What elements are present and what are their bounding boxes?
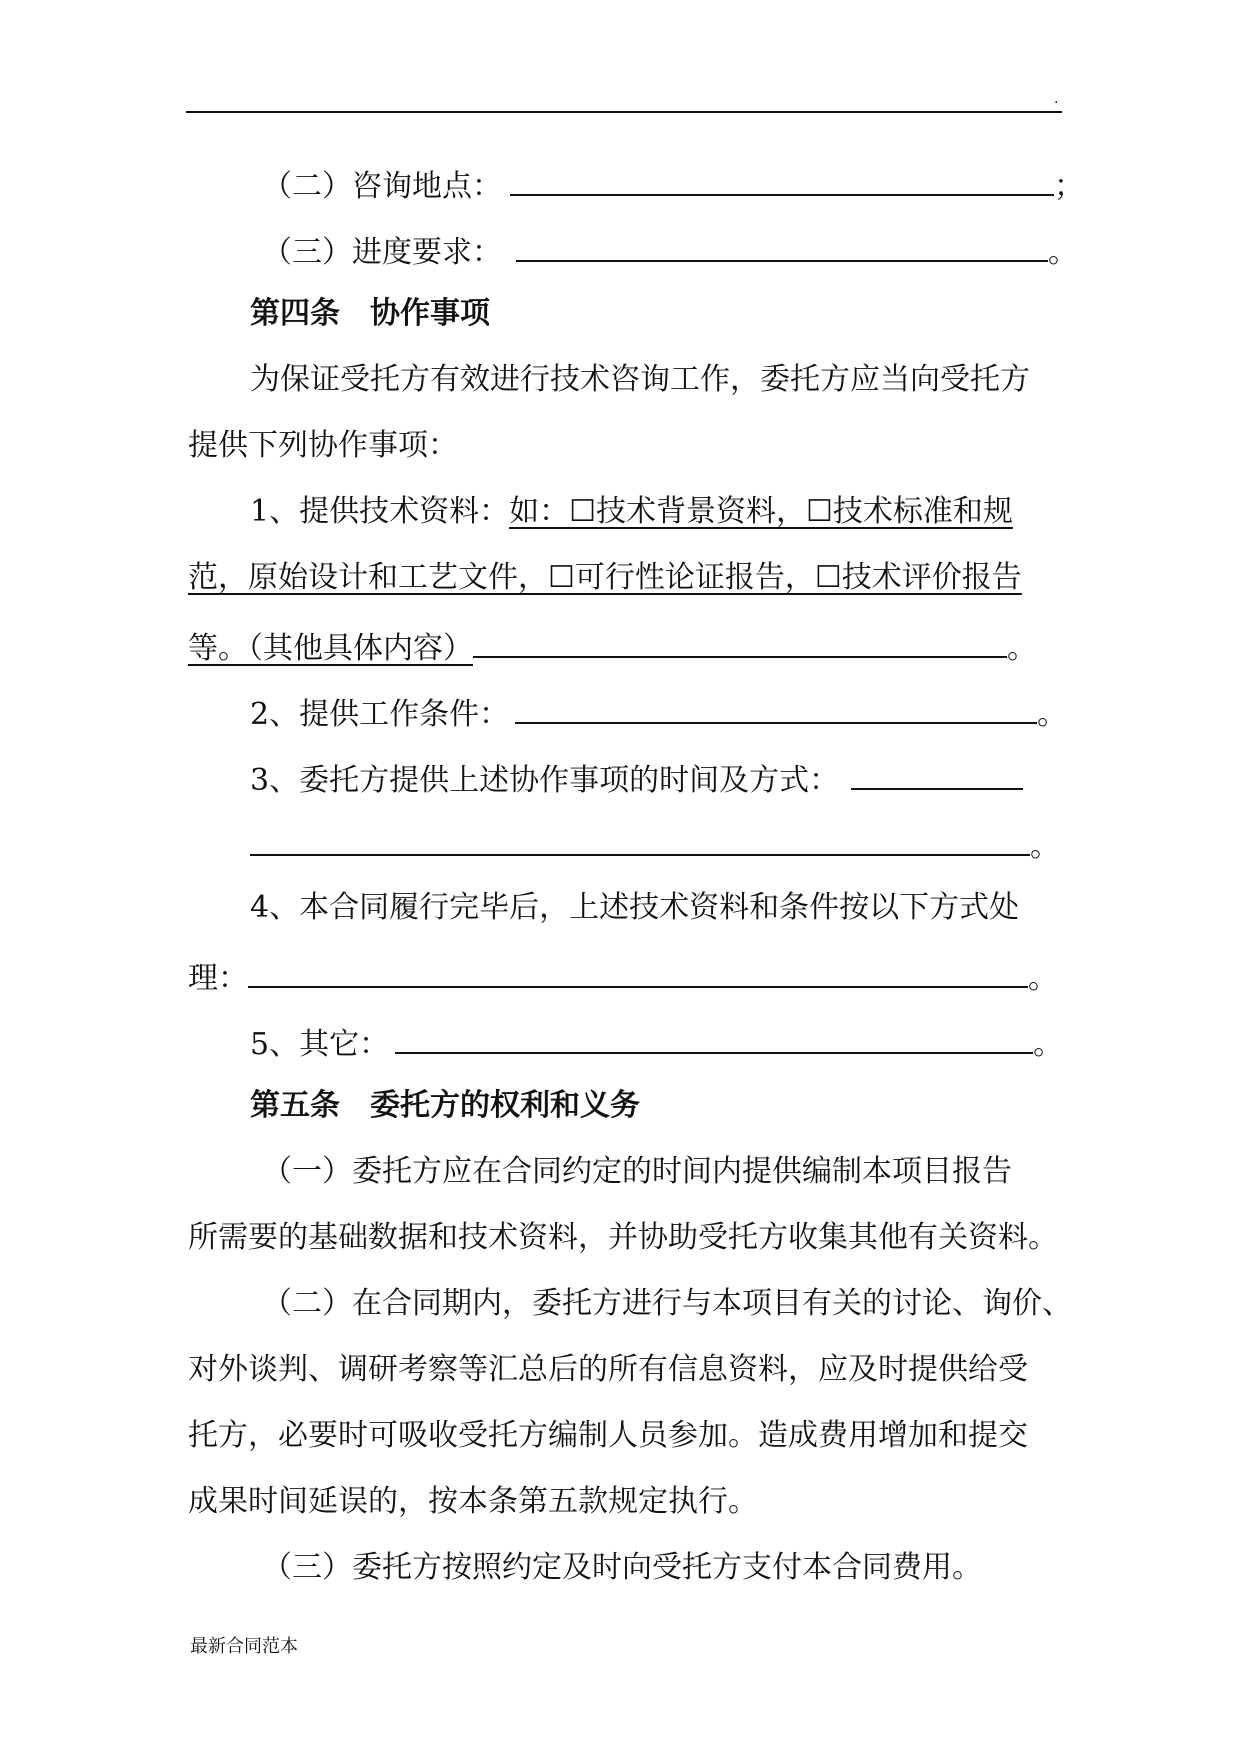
item-1-line-1 (250, 494, 1013, 530)
item-4-line-2 (188, 956, 1058, 997)
item-3-label: 3、委托方提供上述协作事项的时间及方式： (250, 763, 840, 798)
item-5-blank[interactable] (395, 1022, 1033, 1054)
item-1-other-blank[interactable] (473, 626, 1007, 658)
item-1-options-2: 范，原始设计和工艺文件，☐可行性论证报告，☐技术评价报告 (188, 560, 1022, 595)
schedule-requirement-end: 。 (1048, 235, 1078, 270)
item-2-label: 2、提供工作条件： (250, 697, 510, 732)
clause-2-line-3: 托方，必要时可吸收受托方编制人员参加。造成费用增加和提交 (188, 1418, 1028, 1453)
item-2-line (250, 692, 1067, 733)
article-5-heading: 第五条 委托方的权利和义务 (250, 1088, 640, 1123)
item-3-blank-2[interactable] (250, 824, 1030, 856)
header-mark: . (1054, 91, 1059, 107)
clause-3-line: （三）委托方按照约定及时向受托方支付本合同费用。 (262, 1550, 982, 1585)
clause-1-line-1: （一）委托方应在合同约定的时间内提供编制本项目报告 (262, 1154, 1012, 1189)
item-4-line-1: 4、本合同履行完毕后，上述技术资料和条件按以下方式处 (250, 890, 1020, 925)
schedule-requirement-label: （三）进度要求： (262, 235, 502, 270)
clause-2-line-2: 对外谈判、调研考察等汇总后的所有信息资料，应及时提供给受 (188, 1352, 1028, 1387)
article-4-heading: 第四条 协作事项 (250, 296, 490, 331)
footer-text: 最新合同范本 (190, 1636, 298, 1657)
item-3-line (250, 758, 1023, 799)
item-1-label: 1、提供技术资料： (250, 494, 510, 529)
item-4-label: 理： (188, 961, 248, 996)
header-rule (186, 111, 1062, 113)
item-1-line-3 (188, 626, 1037, 667)
item-1-other-content: 等。（其他具体内容） (188, 631, 473, 666)
schedule-requirement-blank[interactable] (516, 230, 1048, 262)
item-5-line (250, 1022, 1063, 1063)
clause-2-line-1: （二）在合同期内，委托方进行与本项目有关的讨论、询价、 (262, 1286, 1072, 1321)
item-2-blank[interactable] (515, 692, 1037, 724)
clause-1-line-2: 所需要的基础数据和技术资料，并协助受托方收集其他有关资料。 (188, 1220, 1058, 1255)
item-4-end: 。 (1028, 961, 1058, 996)
item-1-end: 。 (1007, 631, 1037, 666)
schedule-requirement-line (262, 230, 1078, 271)
item-3-line-2 (250, 824, 1060, 865)
consult-location-line (262, 164, 1084, 205)
article-4-para-line-1: 为保证受托方有效进行技术咨询工作，委托方应当向受托方 (250, 362, 1030, 397)
item-4-blank[interactable] (248, 956, 1028, 988)
item-2-end: 。 (1037, 697, 1068, 732)
article-4-para-line-2: 提供下列协作事项： (188, 428, 458, 463)
consult-location-blank[interactable] (510, 164, 1054, 196)
item-5-label: 5、其它： (250, 1027, 390, 1062)
item-1-options-1: 如：☐技术背景资料，☐技术标准和规 (509, 494, 1013, 529)
clause-2-line-4: 成果时间延误的，按本条第五款规定执行。 (188, 1484, 758, 1519)
consult-location-end: ； (1054, 169, 1084, 204)
item-5-end: 。 (1033, 1027, 1064, 1062)
item-3-blank-1[interactable] (851, 758, 1023, 790)
consult-location-label: （二）咨询地点： (262, 169, 502, 204)
item-3-end: 。 (1030, 829, 1060, 864)
